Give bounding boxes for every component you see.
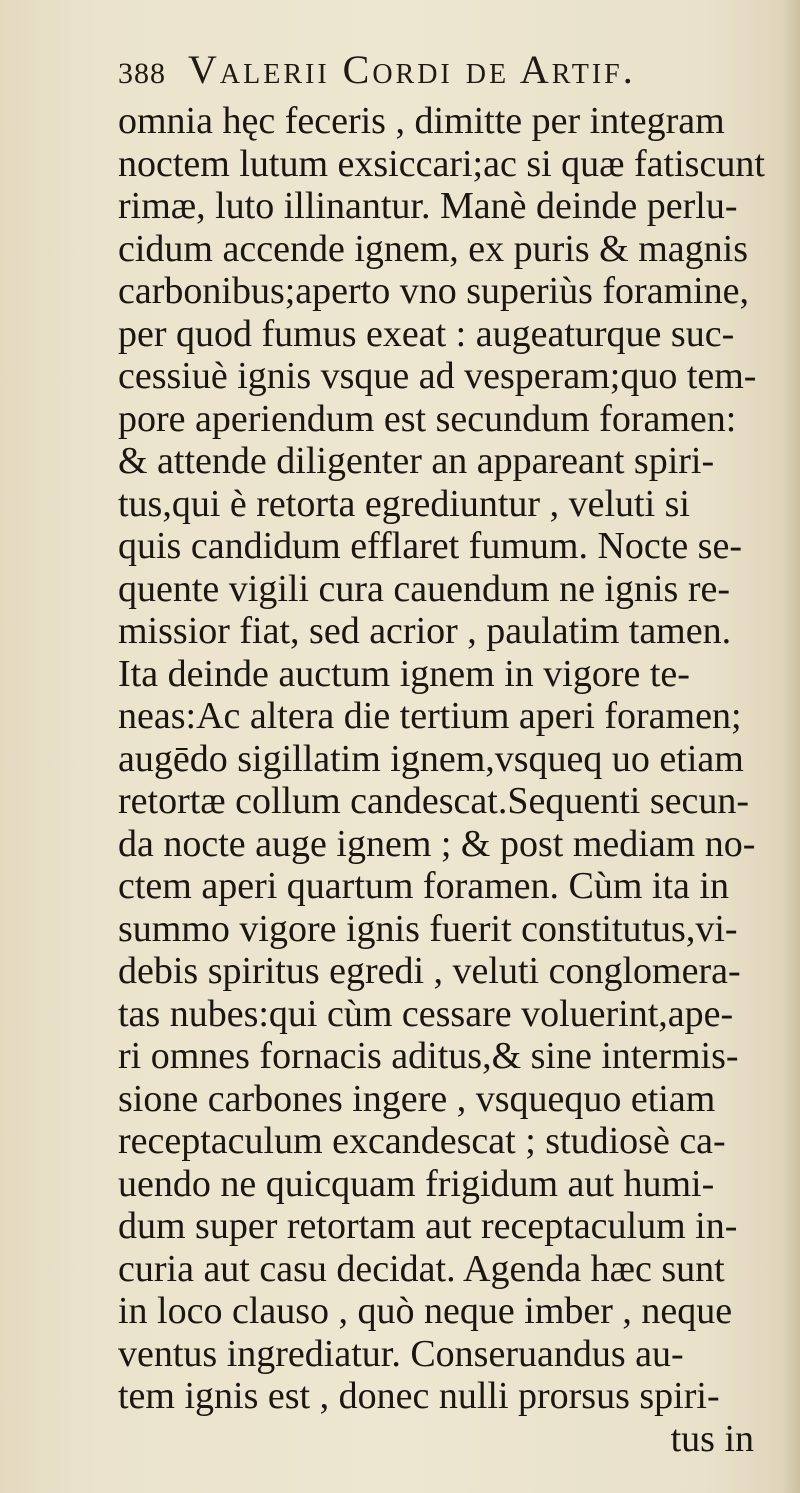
text-line: receptaculum excandescat ; studiosè ca- (118, 1120, 726, 1162)
text-line: cidum accende ignem, ex puris & magnis (118, 227, 748, 270)
text-line: noctem lutum exsiccari;ac si quæ fatiscunt (118, 142, 765, 185)
text-line: rimæ, luto illinantur. Manè deinde perlu- (118, 185, 738, 227)
text-line: dum super retortam aut receptaculum in- (118, 1205, 738, 1247)
text-line: Ita deinde auctum ignem in vigore te- (118, 652, 690, 695)
text-line: tas nubes:qui cùm cessare voluerint,ape- (118, 992, 734, 1035)
running-head (118, 46, 738, 102)
text-line: sione carbones ingere , vsquequo etiam (118, 1077, 716, 1120)
text-line: quis candidum efflaret fumum. Nocte se- (118, 525, 742, 567)
body-text (118, 100, 778, 1460)
page-edge-shadow (782, 0, 800, 1493)
text-line: retortæ collum candescat.Sequenti secun- (118, 780, 750, 822)
page-number: 388 (118, 57, 166, 90)
text-line: curia aut casu decidat. Agenda hæc sunt (118, 1247, 725, 1290)
text-line: uendo ne quicquam frigidum aut humi- (118, 1162, 715, 1205)
text-line: per quod fumus exeat : augeaturque suc- (118, 312, 735, 355)
text-line: cessiuè ignis vsque ad vesperam;quo tem- (118, 355, 757, 397)
text-line: carbonibus;aperto vno superiùs foramine, (118, 270, 750, 312)
text-line: augēdo sigillatim ignem,vsqueq uo etiam (118, 737, 744, 780)
text-line: & attende diligenter an appareant spiri- (118, 440, 715, 482)
text-line: tem ignis est , donec nulli prorsus spiri- (118, 1375, 720, 1417)
text-line: in loco clauso , quò neque imber , neque (118, 1290, 733, 1332)
catchword: tus in (670, 1417, 754, 1460)
text-line: pore aperiendum est secundum foramen: (118, 397, 737, 440)
text-line: missior fiat, sed acrior , paulatim tamen. (118, 610, 732, 652)
text-line: quente vigili cura cauendum ne ignis re- (118, 567, 731, 610)
text-line: ctem aperi quartum foramen. Cùm ita in (118, 865, 729, 907)
text-line: omnia hęc feceris , dimitte per integram (118, 100, 725, 142)
text-line: ri omnes fornacis aditus,& sine intermis- (118, 1035, 739, 1077)
text-line: neas:Ac altera die tertium aperi foramen; (118, 695, 742, 737)
text-line: tus,qui è retorta egrediuntur , veluti si (118, 482, 690, 525)
text-line: debis spiritus egredi , veluti conglomera- (118, 950, 741, 992)
running-title: Valerii Cordi de Artif. (188, 47, 636, 92)
text-line: summo vigore ignis fuerit constitutus,vi- (118, 907, 738, 950)
text-line: da nocte auge ignem ; & post mediam no- (118, 822, 756, 865)
text-line: ventus ingrediatur. Conseruandus au- (118, 1332, 684, 1375)
